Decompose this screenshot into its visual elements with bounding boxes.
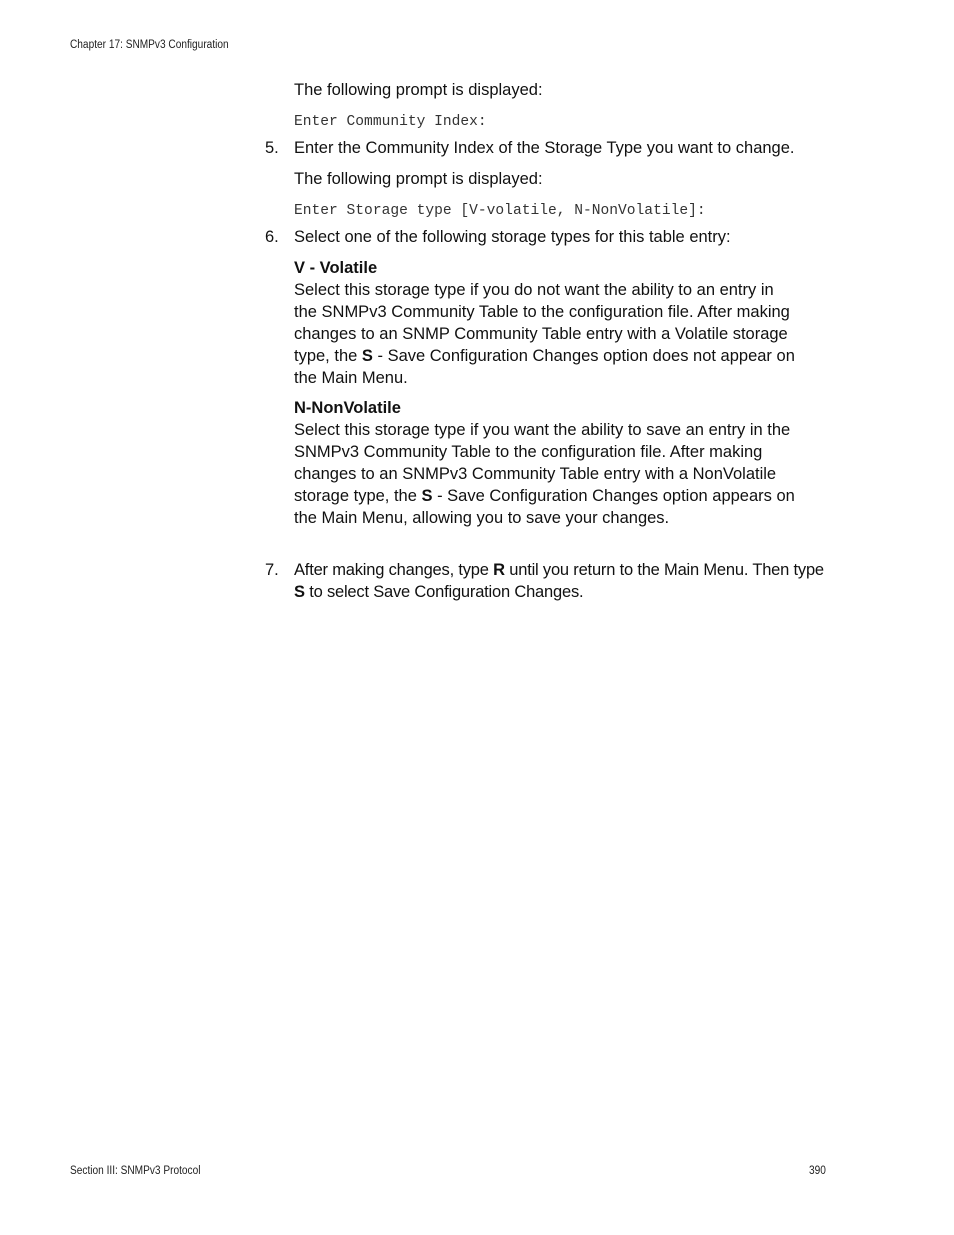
step-number: 6.: [265, 228, 279, 246]
code-prompt: Enter Community Index:: [294, 114, 487, 130]
definition-text: Select this storage type if you do not want the ability to an entry in the SNMPv3 Community Table to the configuration file. After making changes to an SNMP Community Table entry with a Volatile storage type, the: [294, 281, 790, 365]
running-header: Chapter 17: SNMPv3 Configuration: [70, 39, 229, 51]
prompt-intro: The following prompt is displayed:: [294, 170, 543, 188]
step-number: 7.: [265, 561, 279, 579]
definition-term: N-NonVolatile: [294, 399, 401, 417]
bold-key: S: [421, 487, 433, 505]
step-text: Enter the Community Index of the Storage Type you want to change.: [294, 139, 795, 157]
step-text: After making changes, type R until you return to the Main Menu. Then type S to select Save Configuration Changes.: [294, 561, 824, 601]
definition-text: Select this storage type if you want the ability to save an entry in the SNMPv3 Community Table to the configuration file. After making changes to an SNMPv3 Community Table entry with a NonVolatile storage type, the: [294, 421, 791, 505]
definition-volatile: [294, 257, 799, 389]
bold-key: R: [493, 561, 505, 579]
definition-text: - Save Configuration Changes option appears on the Main Menu, allowing you to save your changes.: [294, 487, 795, 527]
bold-key: S: [361, 347, 373, 365]
step-number: 5.: [265, 139, 279, 157]
bold-key: S: [294, 583, 305, 601]
definition-term: V - Volatile: [294, 259, 378, 277]
definition-nonvolatile: [294, 397, 799, 529]
running-footer: Section III: SNMPv3 Protocol: [70, 1165, 201, 1177]
step-text: Select one of the following storage types for this table entry:: [294, 228, 731, 246]
definition-text: - Save Configuration Changes option does not appear on the Main Menu.: [294, 347, 795, 387]
page-number: 390: [809, 1165, 826, 1177]
prompt-intro: The following prompt is displayed:: [294, 81, 543, 99]
code-prompt: Enter Storage type [V-volatile, N-NonVolatile]:: [294, 203, 706, 219]
